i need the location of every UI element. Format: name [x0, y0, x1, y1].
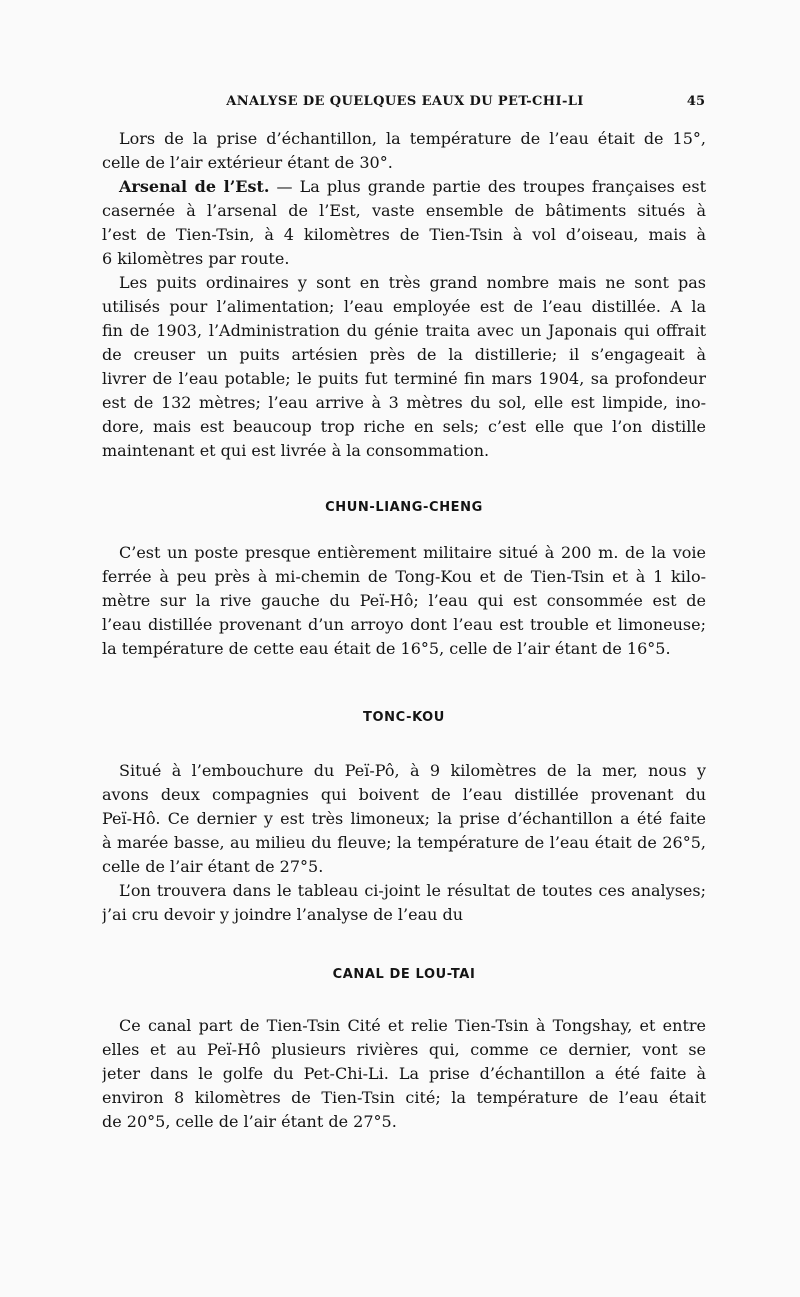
- text-line: Lors de la prise d’échantillon, la température de l’eau était de 15°,: [119, 129, 706, 148]
- text-line: la température de cette eau était de 16°5, celle de l’air étant de 16°5.: [102, 639, 671, 658]
- text-line: casernée à l’arsenal de l’Est, vaste ensemble de bâtiments situés à: [102, 201, 706, 220]
- text-line: utilisés pour l’alimentation; l’eau employée est de l’eau distillée. A la: [102, 297, 706, 316]
- text-line: à marée basse, au milieu du fleuve; la température de l’eau était de 26°5,: [102, 833, 706, 852]
- text-line: l’eau distillée provenant d’un arroyo dont l’eau est trouble et limoneuse;: [102, 615, 706, 634]
- text-line: dore, mais est beaucoup trop riche en sels; c’est elle que l’on distille: [102, 417, 706, 436]
- text-line: elles et au Peï-Hô plusieurs rivières qui, comme ce dernier, vont se: [102, 1040, 706, 1059]
- text-line: de creuser un puits artésien près de la distillerie; il s’engageait à: [102, 345, 706, 364]
- text-line: celle de l’air étant de 27°5.: [102, 857, 324, 876]
- text-line: fin de 1903, l’Administration du génie traita avec un Japonais qui offrait: [102, 321, 706, 340]
- running-title: ANALYSE DE QUELQUES EAUX DU PET-CHI-LI: [226, 94, 584, 109]
- text-line: 6 kilomètres par route.: [102, 249, 290, 268]
- intro-paragraph: [102, 127, 706, 175]
- canal-paragraph: [102, 1014, 706, 1134]
- section-heading-canal-de-lou-tai: CANAL DE LOU-TAI: [332, 967, 476, 982]
- arsenal-heading: Arsenal de l’Est.: [119, 177, 270, 196]
- text-line: mètre sur la rive gauche du Peï-Hô; l’eau qui est consommée est de: [102, 591, 706, 610]
- text-line: celle de l’air extérieur étant de 30°.: [102, 153, 393, 172]
- text-line: de 20°5, celle de l’air étant de 27°5.: [102, 1112, 397, 1131]
- chun-paragraph: [102, 541, 706, 661]
- text-line: l’est de Tien-Tsin, à 4 kilomètres de Tien-Tsin à vol d’oiseau, mais à: [102, 225, 706, 244]
- text-line: Peï-Hô. Ce dernier y est très limoneux; la prise d’échantillon a été faite: [102, 809, 706, 828]
- section-heading-chun-liang-cheng: CHUN-LIANG-CHENG: [325, 500, 483, 515]
- text-line: j’ai cru devoir y joindre l’analyse de l’eau du: [102, 905, 464, 924]
- text-line: livrer de l’eau potable; le puits fut terminé fin mars 1904, sa profondeur: [102, 369, 706, 388]
- text-line: L’on trouvera dans le tableau ci-joint le résultat de toutes ces analyses;: [119, 881, 706, 900]
- text-line: ferrée à peu près à mi-chemin de Tong-Kou et de Tien-Tsin et à 1 kilo-: [102, 567, 706, 586]
- text-line: environ 8 kilomètres de Tien-Tsin cité; la température de l’eau était: [102, 1088, 706, 1107]
- text-line: Situé à l’embouchure du Peï-Pô, à 9 kilomètres de la mer, nous y: [119, 761, 706, 780]
- text-line: Ce canal part de Tien-Tsin Cité et relie Tien-Tsin à Tongshay, et entre: [119, 1016, 706, 1035]
- arsenal-section: [102, 175, 706, 463]
- text-line: [102, 175, 706, 199]
- text-line: C’est un poste presque entièrement militaire situé à 200 m. de la voie: [119, 543, 706, 562]
- tonc-section: [102, 759, 706, 927]
- page-number: 45: [686, 94, 705, 109]
- text-line: Les puits ordinaires y sont en très grand nombre mais ne sont pas: [119, 273, 706, 292]
- text-line: est de 132 mètres; l’eau arrive à 3 mètres du sol, elle est limpide, ino-: [102, 393, 706, 412]
- text-line: jeter dans le golfe du Pet-Chi-Li. La prise d’échantillon a été faite à: [102, 1064, 706, 1083]
- section-heading-tonc-kou: TONC-KOU: [363, 710, 445, 725]
- text-line: avons deux compagnies qui boivent de l’eau distillée provenant du: [102, 785, 706, 804]
- running-head: [105, 94, 705, 114]
- arsenal-first-line: — La plus grande partie des troupes françaises est: [269, 177, 706, 196]
- text-line: maintenant et qui est livrée à la consommation.: [102, 441, 490, 460]
